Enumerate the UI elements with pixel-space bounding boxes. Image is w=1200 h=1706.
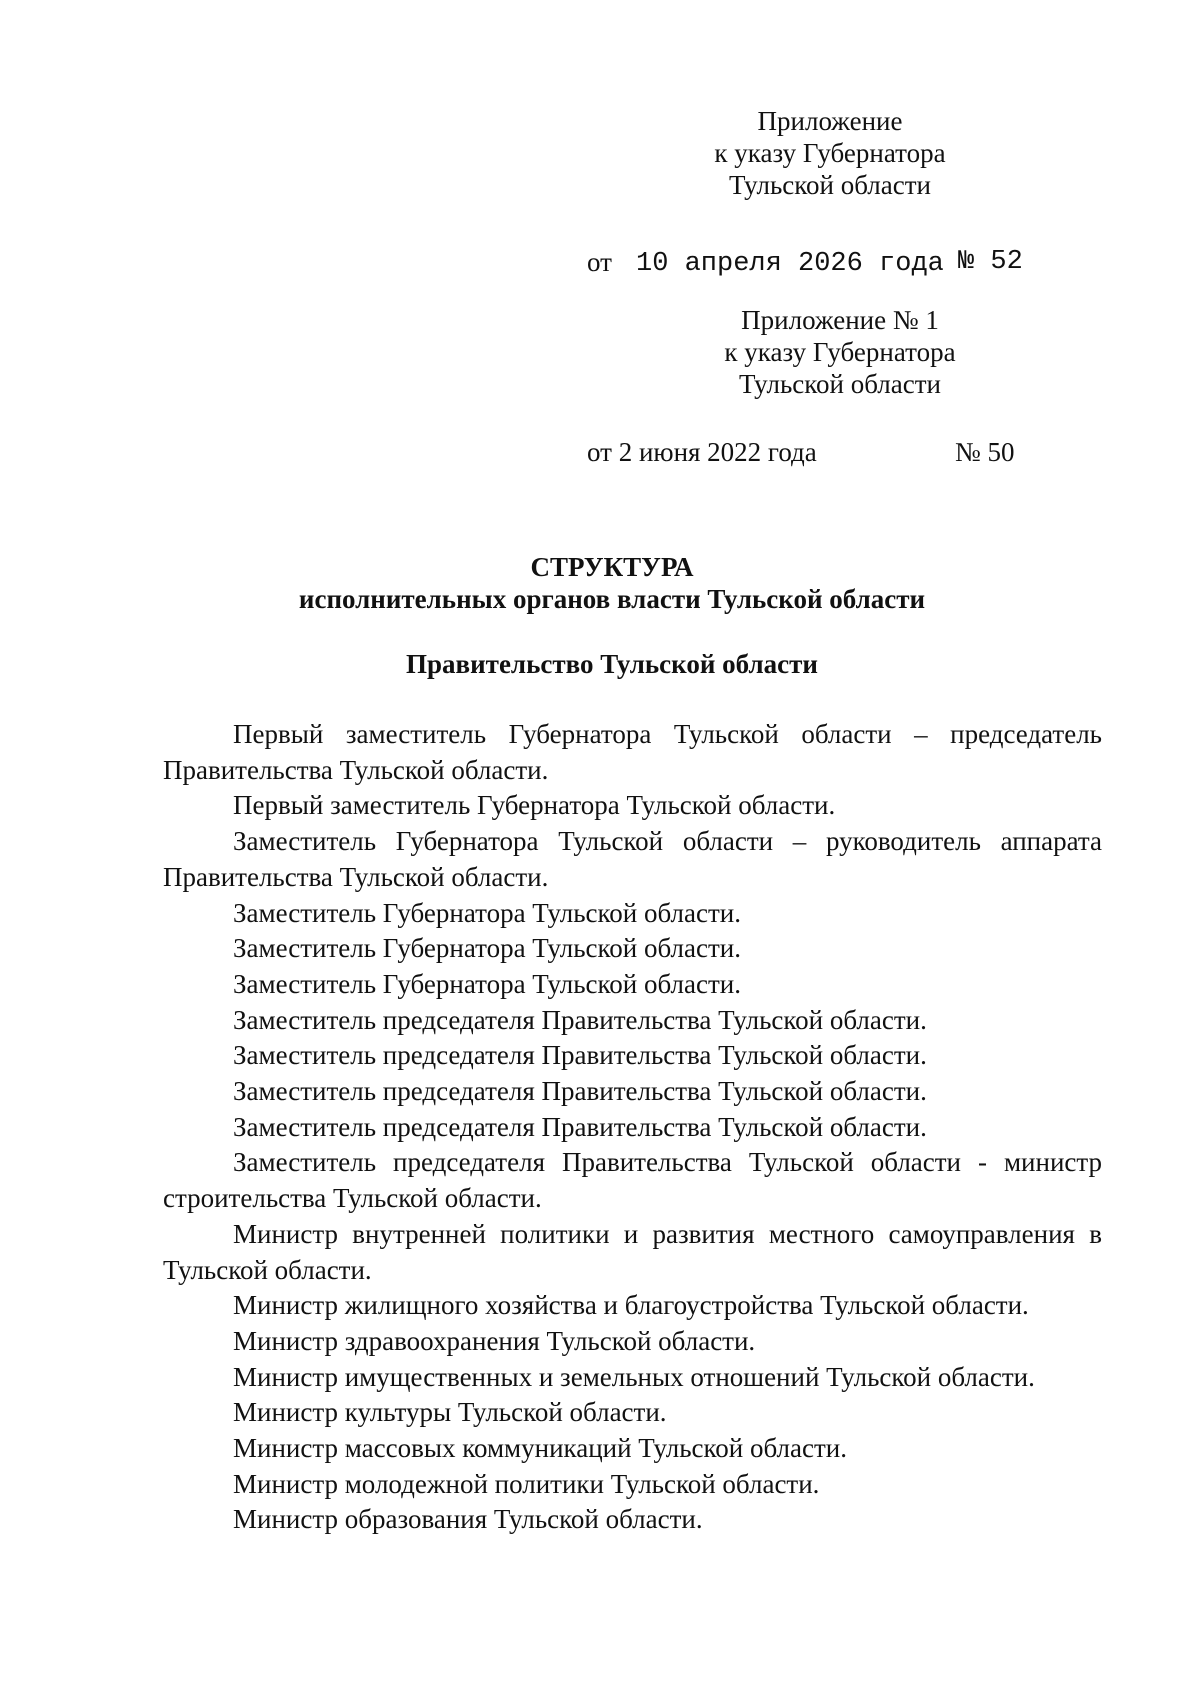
annex-new-date-value: 10 апреля 2026 года: [636, 249, 944, 279]
position-item: Министр жилищного хозяйства и благоустройства Тульской области.: [233, 1290, 1029, 1321]
position-item: Заместитель Губернатора Тульской области – руководитель аппарата Правительства Тульской области.: [163, 826, 1102, 892]
position-item: Заместитель председателя Правительства Тульской области.: [233, 1111, 927, 1142]
annex-old-line3: Тульской области: [739, 369, 941, 399]
position-item: Заместитель председателя Правительства Тульской области.: [233, 1040, 927, 1071]
annex-old-number: № 50: [955, 437, 1015, 467]
position-item: Заместитель Губернатора Тульской области.: [233, 933, 741, 964]
position-item: Министр здравоохранения Тульской области.: [233, 1325, 756, 1356]
position-item: Министр имущественных и земельных отношений Тульской области.: [233, 1361, 1035, 1392]
position-item: Министр культуры Тульской области.: [233, 1397, 667, 1428]
annex-new-date-prefix: от: [587, 247, 612, 277]
position-item: Заместитель Губернатора Тульской области.: [233, 968, 741, 999]
annex-old-date: от 2 июня 2022 года: [587, 437, 817, 467]
annex-new-line3: Тульской области: [729, 170, 931, 200]
position-item: Первый заместитель Губернатора Тульской области – председатель Правительства Тульской области.: [163, 719, 1102, 785]
annex-new-header: [640, 105, 1020, 201]
positions-list: [163, 717, 1102, 1538]
annex-new-line1: Приложение: [757, 106, 903, 136]
position-item: Министр массовых коммуникаций Тульской области.: [233, 1433, 847, 1464]
position-item: Заместитель Губернатора Тульской области.: [233, 897, 741, 928]
document-title: СТРУКТУРА: [530, 552, 694, 582]
position-item: Министр образования Тульской области.: [233, 1504, 703, 1535]
position-item: Заместитель председателя Правительства Тульской области.: [233, 1076, 927, 1107]
position-item: Министр молодежной политики Тульской области.: [233, 1468, 820, 1499]
annex-new-number: № 52: [958, 247, 1023, 277]
position-item: Заместитель председателя Правительства Тульской области - министр строительства Тульской области.: [163, 1147, 1102, 1214]
annex-old-line1: Приложение № 1: [741, 305, 939, 335]
document-subtitle: исполнительных органов власти Тульской области: [298, 584, 926, 614]
annex-old-header: [650, 304, 1030, 400]
section-heading: Правительство Тульской области: [406, 649, 818, 679]
annex-new-line2: к указу Губернатора: [714, 138, 946, 168]
position-item: Первый заместитель Губернатора Тульской области.: [233, 790, 836, 821]
annex-old-line2: к указу Губернатора: [724, 337, 956, 367]
position-item: Министр внутренней политики и развития местного самоуправления в Тульской области.: [163, 1218, 1102, 1285]
position-item: Заместитель председателя Правительства Тульской области.: [233, 1004, 927, 1035]
